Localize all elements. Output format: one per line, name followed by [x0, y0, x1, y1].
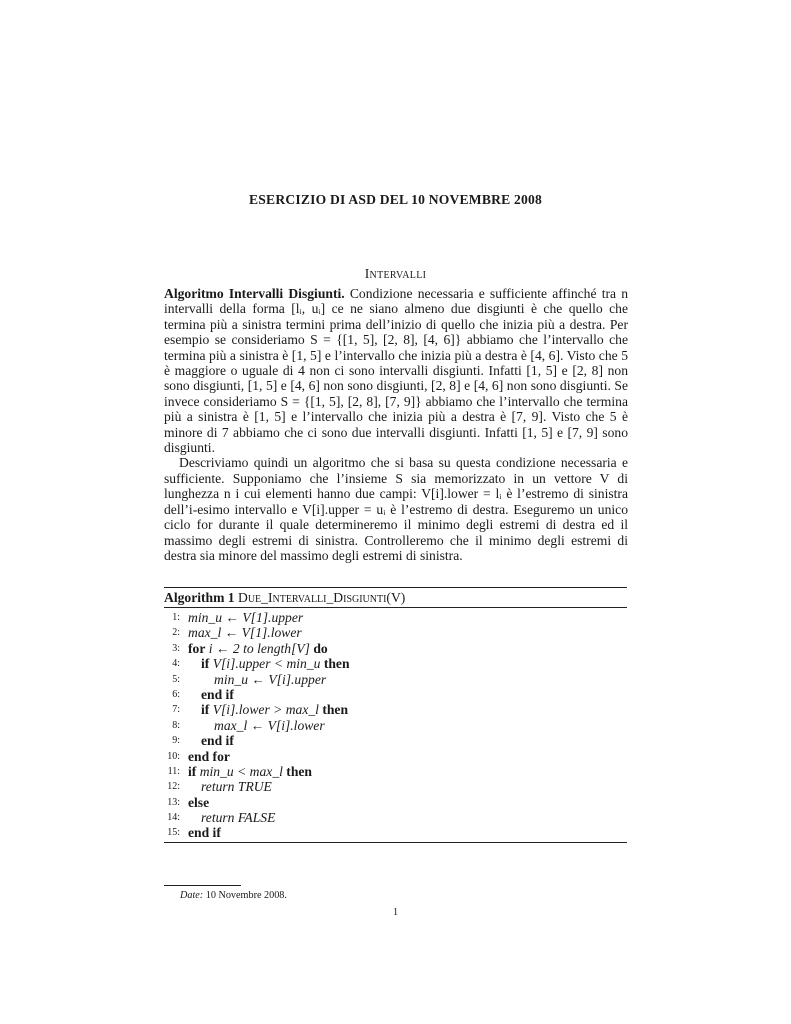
- algorithm-bottom-rule: [164, 842, 627, 843]
- line-code: if V[i].upper < min_u then: [201, 656, 350, 672]
- line-number: 9:: [172, 735, 180, 747]
- line-code: if min_u < max_l then: [188, 763, 312, 779]
- algorithm-line: [164, 625, 627, 640]
- line-code: else: [188, 794, 210, 810]
- algorithm-line: [164, 810, 627, 825]
- footnote-label: Date:: [180, 890, 204, 901]
- section-title: Intervalli: [364, 266, 427, 281]
- line-code: max_l ← V[1].lower: [188, 625, 302, 641]
- algorithm-line: [164, 656, 627, 671]
- line-number: 13:: [167, 796, 180, 808]
- paragraph-1-text: Condizione necessaria e sufficiente affinché tra n intervalli della forma [lᵢ, uᵢ] ce ne siano almeno due disgiunti è che quello che termina più a sinistra termini prima dell’inizio di quello che inizia più a destra. Per esempio se consideriamo S = {[1, 5], [2, 8], [4, 6]} abbiamo che l’intervallo che termina più a sinistra è [1, 5] e l’intervallo che inizia più a destra è [4, 6]. Visto che 5 è maggiore o uguale di 4 non ci sono intervalli disgiunti. Infatti [1, 5] e [2, 8] non sono disgiunti, [1, 5] e [4, 6] non sono disgiunti, [2, 8] e [4, 6] non sono disgiunti. Se invece consideriamo S = {[1, 5], [2, 8], [7, 9]} abbiamo che l’intervallo che termina più a sinistra è [1, 5] e l’intervallo che inizia più a destra è [7, 9]. Visto che 5 è minore di 7 abbiamo che ci sono due intervalli disgiunti. Infatti [1, 5] e [7, 9] sono disgiunti.: [164, 286, 629, 456]
- algorithm-line: [164, 779, 627, 794]
- line-code: for i ← 2 to length[V] do: [188, 640, 328, 656]
- line-code: end if: [201, 733, 234, 749]
- algorithm-line: [164, 718, 627, 733]
- page-number: 1: [392, 907, 399, 918]
- line-number: 12:: [167, 781, 180, 793]
- line-code: max_l ← V[i].lower: [214, 717, 325, 733]
- line-number: 8:: [172, 719, 180, 731]
- line-code: end for: [188, 748, 230, 764]
- footnote-rule: [164, 885, 241, 886]
- page-title: ESERCIZIO DI ASD DEL 10 NOVEMBRE 2008: [249, 192, 542, 207]
- line-number: 4:: [172, 658, 180, 670]
- line-number: 10:: [167, 750, 180, 762]
- line-number: 2:: [172, 627, 180, 639]
- line-code: min_u ← V[1].upper: [188, 610, 304, 625]
- line-number: 11:: [167, 765, 180, 777]
- algorithm-label: Algorithm 1: [164, 590, 235, 605]
- body-text: [164, 286, 628, 563]
- line-code: min_u ← V[i].upper: [214, 671, 327, 687]
- algorithm-box: [164, 587, 627, 843]
- line-code: return TRUE: [201, 779, 272, 795]
- paragraph-heading: Algoritmo Intervalli Disgiunti.: [164, 286, 345, 301]
- paragraph-2-text: Descriviamo quindi un algoritmo che si basa su questa condizione necessaria e sufficiente. Supponiamo che l’insieme S sia memorizzato in un vettore V di lunghezza n i cui elementi hanno due campi: V[i].lower = lᵢ è l’estremo di sinistra dell’i-esimo intervallo e V[i].upper = uᵢ è l’estremo di destra. Eseguremo un unico ciclo for durante il quale determineremo il minimo degli estremi di destra ed il massimo degli estremi di sinistra. Controlleremo che il minimo degli estremi di destra sia minore del massimo degli estremi di sinistra.: [164, 455, 628, 563]
- footnote-text: 10 Novembre 2008.: [205, 890, 287, 901]
- line-code: if V[i].lower > max_l then: [201, 702, 349, 718]
- line-number: 5:: [172, 673, 180, 685]
- algorithm-lines: [164, 608, 627, 841]
- algorithm-line: [164, 672, 627, 687]
- algorithm-line: [164, 641, 627, 656]
- line-number: 14:: [167, 812, 180, 824]
- line-code: end if: [201, 686, 234, 702]
- algorithm-line: [164, 610, 627, 625]
- footnote: [180, 890, 287, 901]
- line-number: 6:: [172, 688, 180, 700]
- line-number: 1:: [172, 612, 180, 623]
- algorithm-name: Due_Intervalli_Disgiunti(V): [238, 590, 406, 605]
- line-code: return FALSE: [201, 810, 276, 826]
- algorithm-line: [164, 733, 627, 748]
- algorithm-line: [164, 749, 627, 764]
- paragraph-2: [164, 455, 628, 563]
- line-number: 15:: [167, 827, 180, 839]
- algorithm-caption: [164, 588, 627, 607]
- line-code: end if: [188, 825, 221, 841]
- algorithm-line: [164, 702, 627, 717]
- algorithm-line: [164, 764, 627, 779]
- line-number: 3:: [172, 642, 180, 654]
- algorithm-line: [164, 825, 627, 840]
- algorithm-line: [164, 795, 627, 810]
- line-number: 7:: [172, 704, 180, 716]
- paragraph-1: [164, 286, 628, 455]
- algorithm-line: [164, 687, 627, 702]
